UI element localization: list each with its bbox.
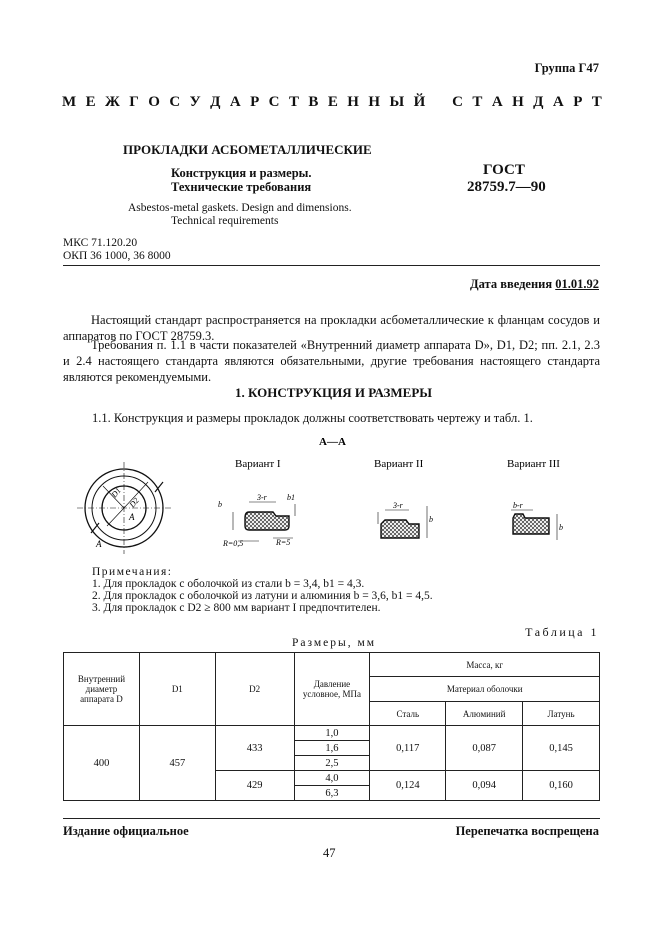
header-steel: Сталь xyxy=(370,702,446,726)
section-heading: 1. КОНСТРУКЦИЯ И РАЗМЕРЫ xyxy=(235,385,433,400)
intro-date-value: 01.01.92 xyxy=(555,277,599,291)
cell-pressure: 1,6 xyxy=(294,741,370,756)
banner-letter: Ы xyxy=(389,94,405,110)
dim-label-b-v2: b xyxy=(429,515,433,524)
dimensions-table xyxy=(63,652,600,801)
mks-code: МКС 71.120.20 xyxy=(63,237,138,249)
banner-letter: Р xyxy=(573,94,583,110)
header-brass: Латунь xyxy=(523,702,600,726)
paragraph-requirements: Требования п. 1.1 в части показателей «Внутренний диаметр аппарата D», D1, D2; пп. 2.1, 2.3 и 2.4 настоящего стандарта являются обязательными, другие требования настоящего стандарта являются рекомендуемыми. xyxy=(63,338,600,384)
note-1: 1. Для прокладок с оболочкой из стали b = 3,4, b1 = 4,3. xyxy=(92,578,365,590)
banner-letter: Е xyxy=(85,94,96,110)
banner-letter: В xyxy=(308,94,319,110)
doc-title: ПРОКЛАДКИ АСБОМЕТАЛЛИЧЕСКИЕ xyxy=(123,142,372,157)
variant-3-profile xyxy=(511,510,557,540)
cell-steel-g1: 0,117 xyxy=(370,726,446,771)
section-label: А—А xyxy=(319,436,346,448)
dim-label-br-v3: b-r xyxy=(513,501,523,510)
banner-letter: С xyxy=(268,94,280,110)
dim-label-b-v3: b xyxy=(559,523,563,532)
page-number: 47 xyxy=(323,846,336,860)
cell-d2-g2: 429 xyxy=(215,771,294,801)
dim-label-b-v1: b xyxy=(218,500,222,509)
banner-letter: Ж xyxy=(105,94,120,110)
banner-letter: Е xyxy=(327,94,338,110)
notes-heading: Примечания: xyxy=(92,566,173,578)
paragraph-scope: Настоящий стандарт распространяется на прокладки асбометаллические к фланцам сосудов и аппаратов по ГОСТ 28759.3. xyxy=(63,313,600,343)
gost-label: ГОСТ xyxy=(483,162,525,178)
banner-letter: А xyxy=(552,94,564,110)
dim-label-3r-v2: 3-r xyxy=(393,501,403,510)
cell-d2-g1: 433 xyxy=(215,726,294,771)
doc-subtitle-2: Технические требования xyxy=(171,180,312,194)
banner-letter: А xyxy=(491,94,503,110)
gost-number: 28759.7—90 xyxy=(467,179,546,195)
table-units: Размеры, мм xyxy=(292,637,377,649)
banner-letter: О xyxy=(148,94,160,110)
gasket-drawing xyxy=(63,430,600,560)
banner-letter: Н xyxy=(347,94,359,110)
standard-banner xyxy=(62,94,602,111)
variant-2-profile xyxy=(378,506,427,538)
dim-label-d1: D1 xyxy=(109,486,123,500)
cell-inner-diameter: 400 xyxy=(64,726,140,801)
banner-letter: Д xyxy=(210,94,221,110)
cell-pressure: 6,3 xyxy=(294,786,370,801)
cut-label-a-lower: А xyxy=(96,539,102,549)
cell-aluminium-g1: 0,087 xyxy=(446,726,523,771)
table-caption: Таблица 1 xyxy=(525,625,599,639)
variant-2-label: Вариант II xyxy=(374,458,424,470)
cell-brass-g1: 0,145 xyxy=(523,726,600,771)
dim-label-r05: R=0,5 xyxy=(223,539,244,548)
banner-letter: М xyxy=(62,94,77,110)
banner-letter: Н xyxy=(512,94,524,110)
header-d2: D2 xyxy=(215,653,294,726)
intro-date-label: Дата введения xyxy=(470,277,553,291)
table-header-row-1 xyxy=(64,653,600,677)
table-row xyxy=(64,726,600,741)
banner-letter: Й xyxy=(413,94,426,110)
cut-label-a: А xyxy=(129,512,135,522)
header-inner-diameter-line-2: диаметр xyxy=(85,684,118,694)
dim-label-r5: R=5 xyxy=(276,538,291,547)
okp-code: ОКП 36 1000, 36 8000 xyxy=(63,250,171,262)
variant-1-profile xyxy=(233,502,295,541)
cell-d1: 457 xyxy=(139,726,215,801)
banner-letter xyxy=(435,94,443,111)
banner-letter: Т xyxy=(591,94,602,110)
dim-label-b1-v1: b1 xyxy=(287,493,295,502)
header-pressure xyxy=(294,653,370,726)
cell-pressure: 4,0 xyxy=(294,771,370,786)
footer-rule xyxy=(63,818,600,819)
banner-letter: Р xyxy=(250,94,260,110)
header-pressure-line-2: условное, МПа xyxy=(302,689,362,699)
header-pressure-line-1: Давление xyxy=(313,679,351,689)
banner-letter: Т xyxy=(288,94,299,110)
banner-letter: Д xyxy=(533,94,544,110)
banner-letter: Г xyxy=(129,94,139,110)
banner-letter: У xyxy=(189,94,201,110)
paragraph-1-1: 1.1. Конструкция и размеры прокладок должны соответствовать чертежу и табл. 1. xyxy=(92,411,533,425)
header-inner-diameter xyxy=(64,653,140,726)
group-label: Группа Г47 xyxy=(534,61,599,75)
ring-plan-view xyxy=(77,462,171,554)
banner-letter: Н xyxy=(368,94,381,110)
footer-official: Издание официальное xyxy=(63,824,189,838)
english-title-1: Asbestos-metal gaskets. Design and dimensions. xyxy=(128,202,352,214)
variant-3-label: Вариант III xyxy=(507,458,560,470)
header-aluminium: Алюминий xyxy=(446,702,523,726)
banner-letter: Т xyxy=(472,94,483,110)
intro-date xyxy=(470,277,599,292)
banner-letter: С xyxy=(452,94,463,110)
note-2: 2. Для прокладок с оболочкой из латуни и алюминия b = 3,6, b1 = 4,5. xyxy=(92,590,433,602)
dim-label-d2: D2 xyxy=(127,496,141,510)
banner-letter: С xyxy=(169,94,181,110)
doc-subtitle-1: Конструкция и размеры. xyxy=(171,166,312,180)
note-3: 3. Для прокладок с D2 ≥ 800 мм вариант I предпочтителен. xyxy=(92,602,381,614)
variant-1-label: Вариант I xyxy=(235,458,281,470)
dim-label-3r-v1: 3-r xyxy=(257,493,267,502)
english-title-2: Technical requirements xyxy=(171,215,279,227)
cell-aluminium-g2: 0,094 xyxy=(446,771,523,801)
header-inner-diameter-line-1: Внутренний xyxy=(77,674,126,684)
header-material: Материал оболочки xyxy=(370,677,600,702)
header-rule xyxy=(63,265,600,266)
cell-pressure: 2,5 xyxy=(294,756,370,771)
banner-letter: А xyxy=(229,94,241,110)
cell-pressure: 1,0 xyxy=(294,726,370,741)
header-inner-diameter-line-3: аппарата D xyxy=(80,694,123,704)
header-mass: Масса, кг xyxy=(370,653,600,677)
header-d1: D1 xyxy=(139,653,215,726)
cell-brass-g2: 0,160 xyxy=(523,771,600,801)
cell-steel-g2: 0,124 xyxy=(370,771,446,801)
footer-reprint: Перепечатка воспрещена xyxy=(455,824,599,838)
